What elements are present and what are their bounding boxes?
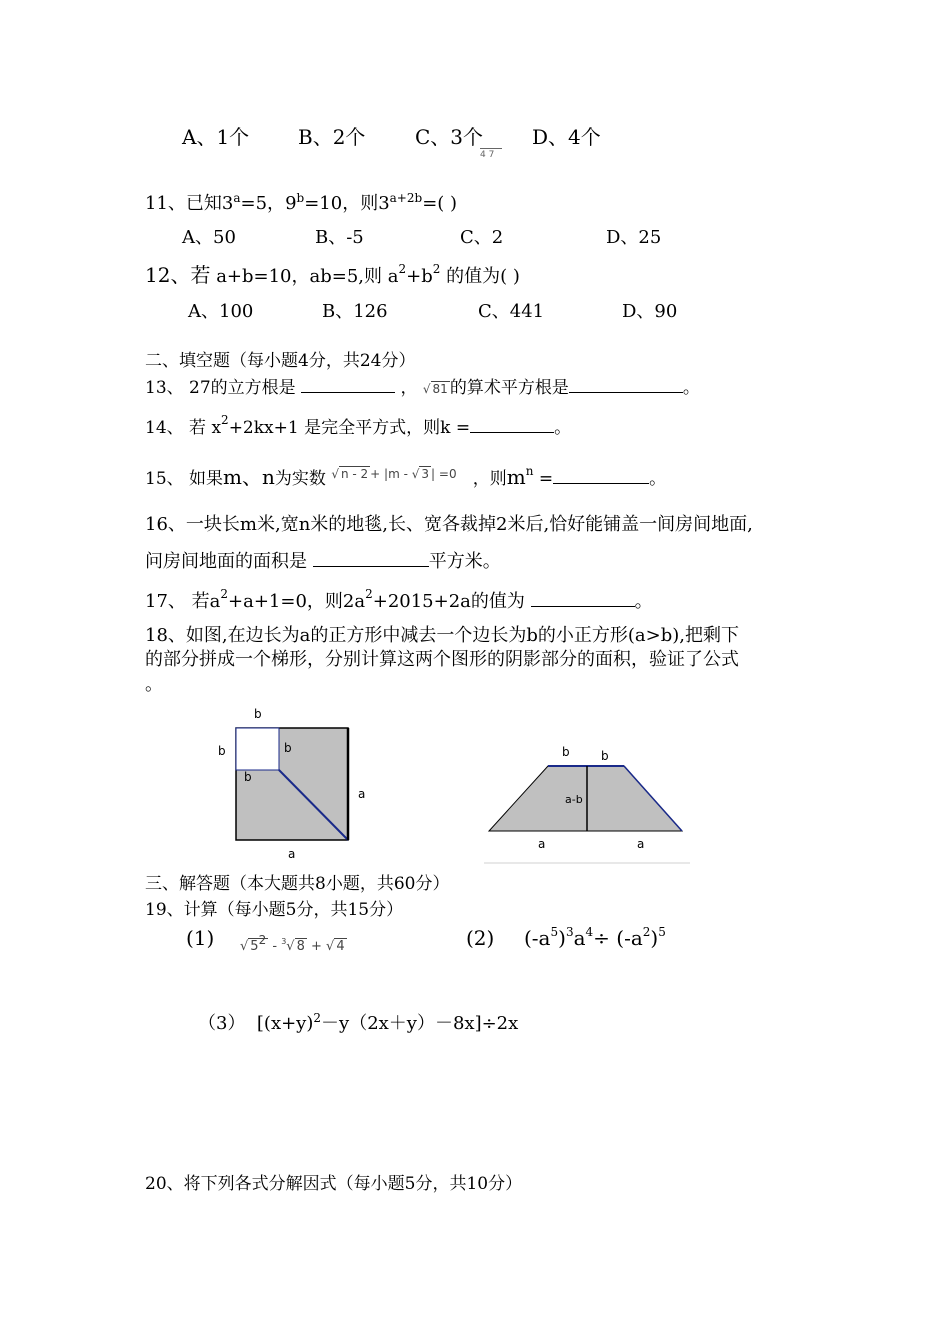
q11-tail: =( ) [422,193,458,214]
q11-base3: 3 [378,193,390,214]
q17-stem [145,588,653,614]
q15-end: 。 [649,469,667,489]
q19-p2-a: (-a [524,926,551,950]
q20-title: 20、将下列各式分解因式（每小题5分，共10分） [145,1174,523,1194]
q11-base2: 9 [285,193,297,214]
q11-option-d: D、25 [606,227,662,248]
q10-option-b: B、2个 [298,125,366,149]
q12-option-c: C、441 [478,301,545,322]
q11-option-c: C、2 [460,227,504,248]
square-label-inner-bottom: b [244,770,252,784]
q13-stem [145,374,700,401]
q19-p2-e5: 5 [658,925,666,939]
q12-cond: a+b=10，ab=5,则 [216,266,383,287]
q11-stem [145,192,457,216]
q19-part-1-expr: √ $5^2 - ^3√$ 8 + √ 4 [240,933,345,954]
q16-line-1: 16、一块长m米,宽n米的地毯,长、宽各裁掉2米后,恰好能铺盖一间房间地面, [145,514,753,535]
q19-part-2-expr [524,926,666,950]
square-label-top: b [254,707,262,721]
square-label-left: b [218,744,226,758]
figure-square [210,700,380,865]
q18-line-2: 的部分拼成一个梯形，分别计算这两个图形的阴影部分的面积，验证了公式 [145,649,739,670]
q19-p1-r1e: 2 [258,933,267,947]
figure-trapezoid [480,735,695,870]
q13-sqrt-81: √ 81 [422,382,448,396]
q13-blank-1[interactable] [301,374,395,393]
q11-val1: =5， [240,193,286,214]
q15-prefix: 15、 如果 [145,469,224,489]
q17-blank[interactable] [531,588,635,607]
q11-val2: =10，则 [304,193,379,214]
q18-line-3: 。 [145,674,163,695]
q15-stem [145,465,666,492]
q12-option-a: A、100 [188,301,254,322]
q16-line2-b: 平方米。 [428,551,501,572]
stray-mark: 4 7 [480,148,502,161]
q15-then: ，则 [472,469,507,489]
q15-formula-a: n - 2 [340,467,369,481]
section-3-title: 三、解答题（本大题共8小题，共60分） [145,874,450,894]
q17-e2: 2 [365,587,373,601]
q19-p2-e4: 2 [642,925,651,939]
q13-prefix: 13、 27的立方根是 [145,378,296,398]
q13-blank-2[interactable] [569,374,683,393]
q19-p2-b: ) [558,926,566,950]
q12-tail: 的值为( ) [446,266,520,287]
q14-prefix: 14、 若 [145,418,207,438]
q17-end: 。 [634,591,653,612]
removed-small-square [236,728,279,770]
q16-line-2 [145,548,501,574]
q15-formula-b: + |m - [370,467,412,481]
q12-mid: +b [406,266,433,287]
square-label-bottom: a [288,847,296,861]
q15-eq: = [538,469,554,489]
square-label-right: a [358,787,366,801]
q14-rest: +2kx+1 是完全平方式，则 [228,418,441,438]
q12-option-d: D、90 [622,301,678,322]
q11-prefix: 11、已知 [145,193,222,214]
q15-blank[interactable] [553,465,649,484]
square-label-inner-right: b [284,741,292,755]
trapezoid-label-bottom-right: a [637,837,645,851]
q15-mid: 为实数 [274,469,326,489]
q17-e1: 2 [220,587,229,601]
q16-blank[interactable] [313,548,429,567]
q19-part-3 [198,1012,518,1036]
q11-option-b: B、-5 [315,227,364,248]
q19-p2-e2: 3 [565,925,574,939]
q15-formula-d: | =0 [431,467,457,481]
q13-radicand: 81 [432,382,448,396]
q19-p3-a: [(x+y) [256,1013,314,1034]
q19-p1-minus: - [272,939,278,954]
q15-vars: m、n [223,465,275,489]
q11-exp3: a+2b [389,191,423,205]
q14-x: x [211,418,222,438]
q17-a1: a [209,591,221,612]
q12-exp2: 2 [432,262,441,276]
q19-p2-d: ÷ (-a [593,926,643,950]
q11-exp2: b [296,191,305,205]
q19-title: 19、计算（每小题5分，共15分） [145,900,404,920]
q19-p3-e: 2 [313,1011,322,1025]
q19-p1-cube-index: 3 [281,937,287,946]
q15-n: n [525,464,534,478]
q18-line-1: 18、如图,在边长为a的正方形中减去一个边长为b的小正方形(a>b),把剩下 [145,625,739,646]
trapezoid-label-bottom-left: a [538,837,546,851]
q19-p3-b: －y（2x＋y）－8x]÷2x [321,1013,519,1034]
q12-a: a [387,266,399,287]
q19-p2-f: ) [650,926,659,950]
q12-exp1: 2 [398,262,407,276]
q19-p1-plus: + [311,939,322,954]
q19-p1-r1: 5 [250,939,259,954]
q12-stem [145,263,520,289]
q19-p2-e1: 5 [550,925,559,939]
q13-end: 。 [682,378,700,398]
trapezoid-label-top-right: b [601,749,609,763]
q19-p1-r3: 4 [336,939,345,954]
q15-formula: √ n - 2 + |m - √ 3 | =0 [331,467,457,481]
trapezoid-label-height: a-b [565,793,583,806]
q11-exp1: a [233,191,241,205]
q19-part-2-label: (2) [466,926,495,950]
q17-prefix: 17、 若 [145,591,210,612]
trapezoid-label-top-left: b [562,745,570,759]
q13-tail: 的算术平方根是 [449,378,569,398]
q17-a2: 2a [342,591,366,612]
q10-option-a: A、1个 [182,125,250,149]
q19-p2-e3: 4 [585,925,594,939]
q14-blank[interactable] [470,414,554,433]
q19-part-1-label: (1) [186,926,215,950]
q10-option-d: D、4个 [532,125,601,149]
q15-m: m [506,465,526,489]
q17-r2: +2015+2a的值为 [372,591,525,612]
q17-r1: +a+1=0，则 [228,591,343,612]
q19-p2-c: a [573,926,586,950]
q11-base1: 3 [221,193,234,214]
section-2-title: 二、填空题（每小题4分，共24分） [145,351,416,371]
q12-prefix: 12、若 [145,263,211,287]
q14-end: 。 [554,418,572,438]
q15-formula-c: 3 [421,467,430,481]
q16-line2-a: 问房间地面的面积是 [145,551,307,572]
q10-option-c: C、3个 [415,125,484,149]
q14-exp: 2 [221,413,229,427]
q14-stem [145,414,571,440]
q13-sep: ， [400,378,418,398]
q19-p1-r2: 8 [296,939,305,954]
q14-k: k = [440,418,471,438]
q12-option-b: B、126 [322,301,388,322]
q19-p3-label: （3） [198,1013,246,1034]
q11-option-a: A、50 [182,227,236,248]
